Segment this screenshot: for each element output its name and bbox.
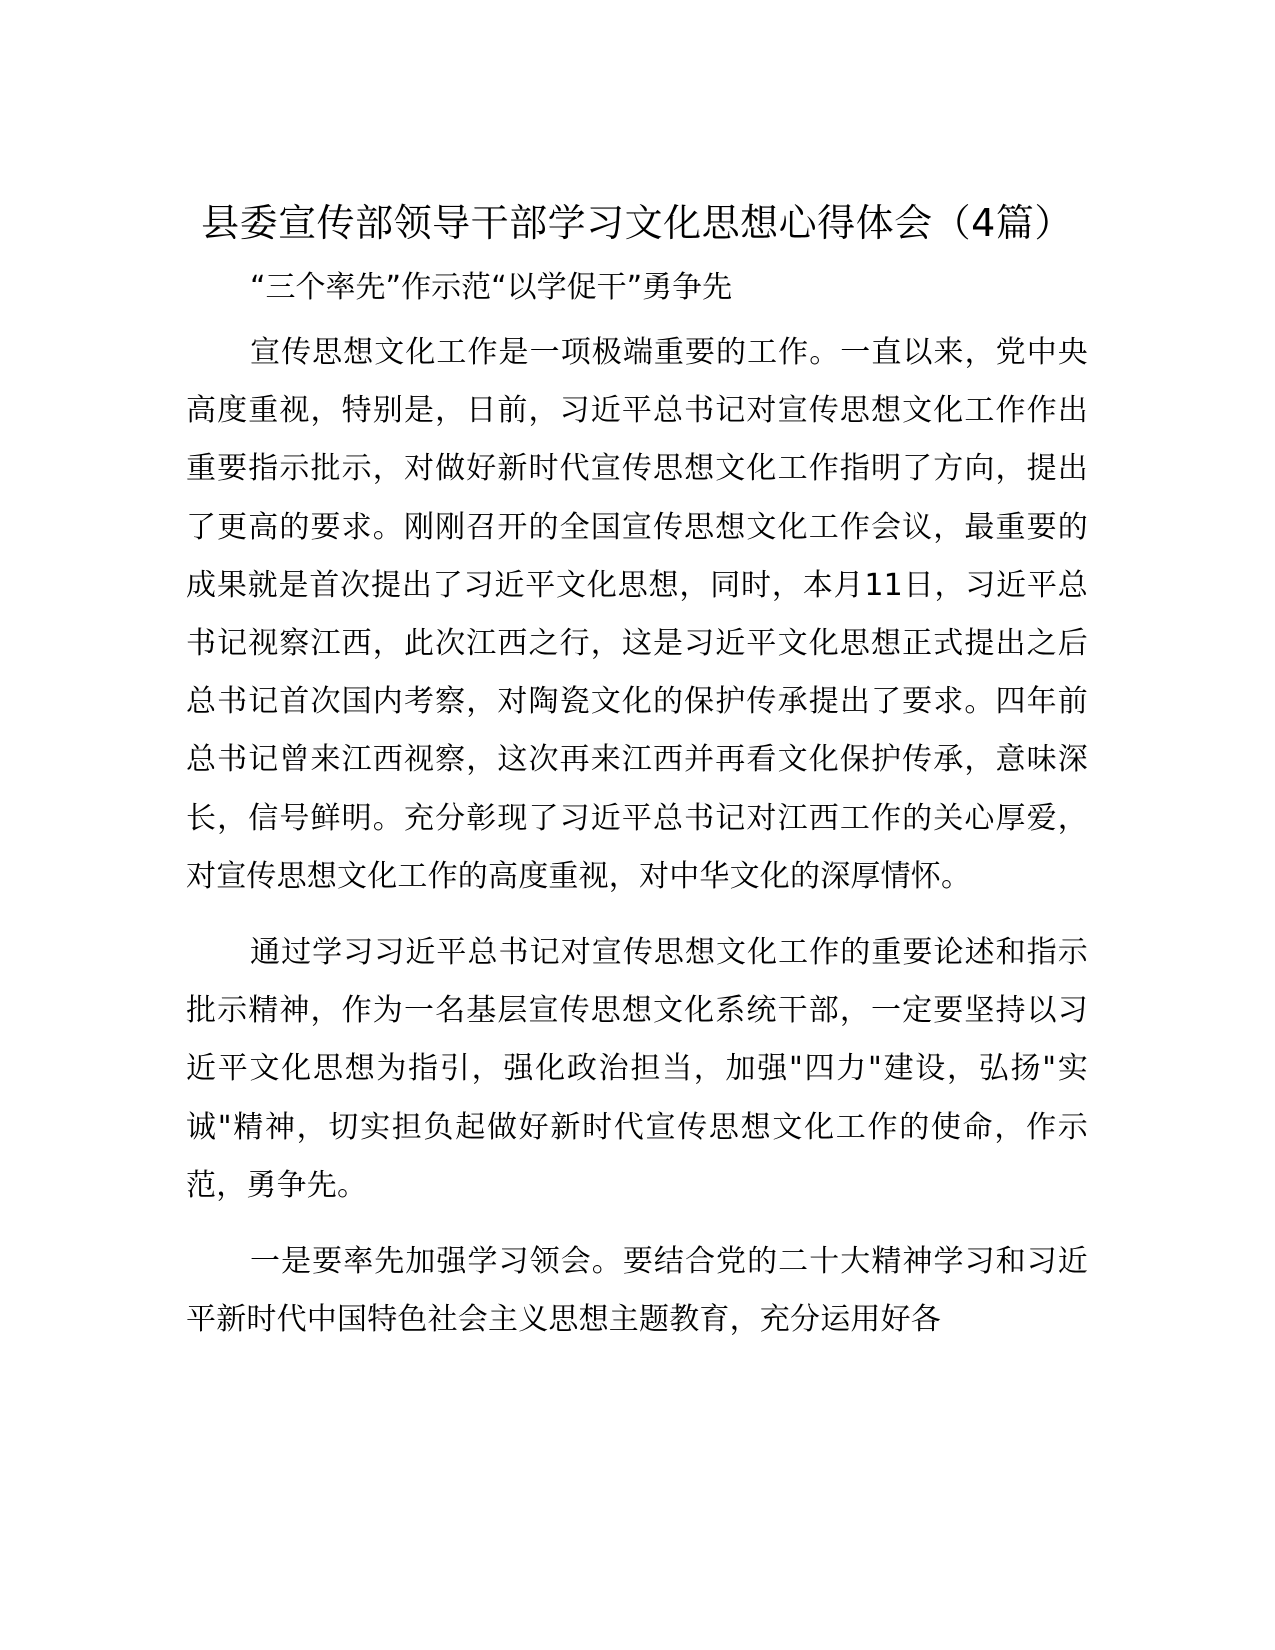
document-title: 县委宣传部领导干部学习文化思想心得体会（4篇） <box>201 201 1073 245</box>
document-body <box>186 196 1088 1349</box>
paragraph-2: 通过学习习近平总书记对宣传思想文化工作的重要论述和指示批示精神，作为一名基层宣传思想文化系统干部，一定要坚持以习近平文化思想为指引，强化政治担当，加强"四力"建设，弘扬"实诚"精神，切实担负起做好新时代宣传思想文化工作的使命，作示范，勇争先。 <box>186 935 1088 1203</box>
paragraph-3: 一是要率先加强学习领会。要结合党的二十大精神学习和习近平新时代中国特色社会主义思想主题教育，充分运用好各 <box>186 1244 1088 1338</box>
section-subtitle: “三个率先”作示范“以学促干”勇争先 <box>250 270 733 305</box>
paragraph-1: 宣传思想文化工作是一项极端重要的工作。一直以来，党中央高度重视，特别是，日前，习近平总书记对宣传思想文化工作作出重要指示批示，对做好新时代宣传思想文化工作指明了方向，提出了更高的要求。刚刚召开的全国宣传思想文化工作会议，最重要的成果就是首次提出了习近平文化思想，同时，本月11日，习近平总书记视察江西，此次江西之行，这是习近平文化思想正式提出之后总书记首次国内考察，对陶瓷文化的保护传承提出了要求。四年前总书记曾来江西视察，这次再来江西并再看文化保护传承，意味深长，信号鲜明。充分彰现了习近平总书记对江西工作的关心厚爱，对宣传思想文化工作的高度重视，对中华文化的深厚情怀。 <box>186 335 1088 894</box>
